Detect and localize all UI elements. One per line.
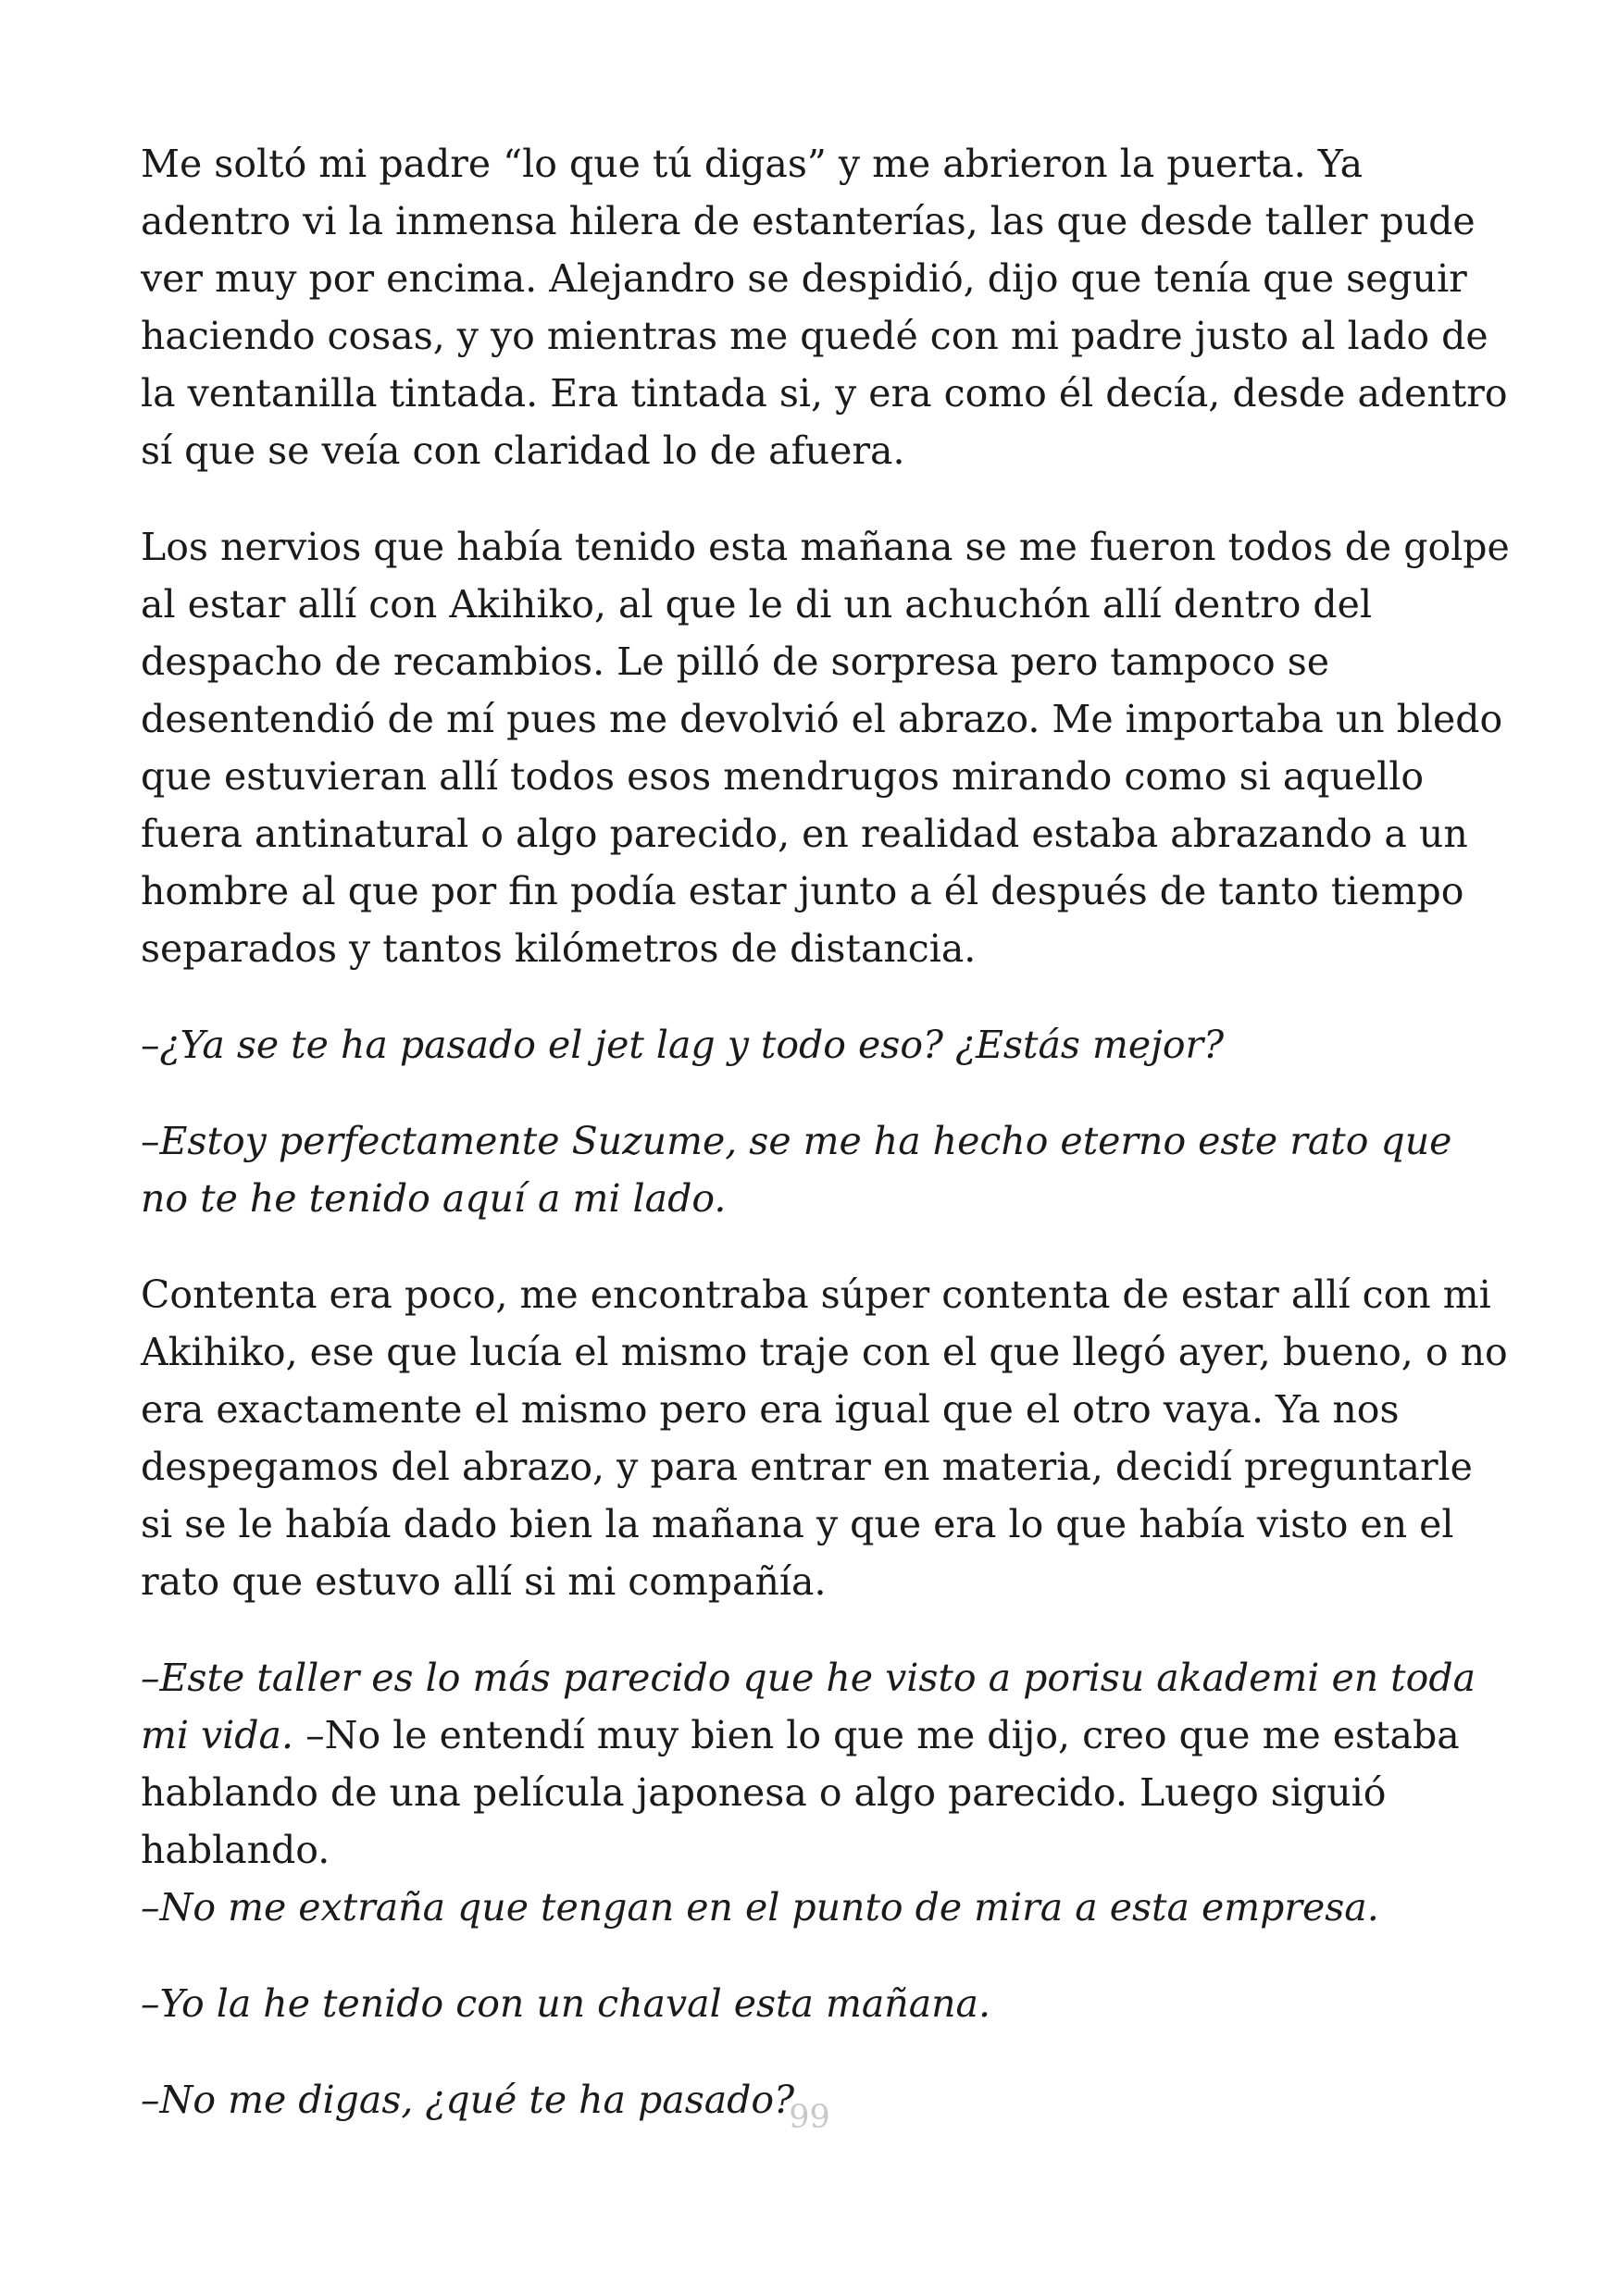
dialogue-segment-b: –No me extraña que tengan en el punto de mira a esta empresa.	[141, 1885, 1379, 1930]
dialogue-line-4: –No me digas, ¿qué te ha pasado?	[141, 2078, 795, 2122]
narration-segment: –No le entendí muy bien lo que me dijo, creo que me estaba hablando de una película japonesa o algo parecido. Luego siguió hablando.	[141, 1713, 1460, 1872]
paragraph-3: Contenta era poco, me encontraba súper contenta de estar allí con mi Akihiko, ese que lucía el mismo traje con el que llegó ayer, bueno, o no era exactamente el mismo pero era igual que el otro vaya. Ya nos despegamos del abrazo, y para entrar en materia, decidí preguntarle si se le había dado bien la mañana y que era lo que había visto en el rato que estuvo allí si mi compañía.	[141, 1272, 1508, 1604]
paragraph-2: Los nervios que había tenido esta mañana se me fueron todos de golpe al estar allí con Akihiko, al que le di un achuchón allí dentro del despacho de recambios. Le pilló de sorpresa pero tampoco se desentendió de mí pues me devolvió el abrazo. Me importaba un bledo que estuvieran allí todos esos mendrugos mirando como si aquello fuera antinatural o algo parecido, en realidad estaba abrazando a un hombre al que por fin podía estar junto a él después de tanto tiempo separados y tantos kilómetros de distancia.	[141, 525, 1510, 971]
page-body	[141, 135, 1511, 2167]
paragraph-4-mixed	[141, 1649, 1511, 1936]
dialogue-segment-a: –Este taller es lo más parecido que he visto a porisu akademi en toda mi vida.	[141, 1656, 1476, 1757]
page-number: 99	[789, 2099, 830, 2136]
paragraph-1: Me soltó mi padre “lo que tú digas” y me abrieron la puerta. Ya adentro vi la inmensa hilera de estanterías, las que desde taller pude ver muy por encima. Alejandro se despidió, dijo que tenía que seguir haciendo cosas, y yo mientras me quedé con mi padre justo al lado de la ventanilla tintada. Era tintada si, y era como él decía, desde adentro sí que se veía con claridad lo de afuera.	[141, 142, 1508, 473]
dialogue-line-3: –Yo la he tenido con un chaval esta mañana.	[141, 1981, 991, 2026]
dialogue-line-1: –¿Ya se te ha pasado el jet lag y todo eso? ¿Estás mejor?	[141, 1023, 1225, 1067]
dialogue-line-2: –Estoy perfectamente Suzume, se me ha hecho eterno este rato que no te he tenido aquí a mi lado.	[141, 1119, 1452, 1221]
